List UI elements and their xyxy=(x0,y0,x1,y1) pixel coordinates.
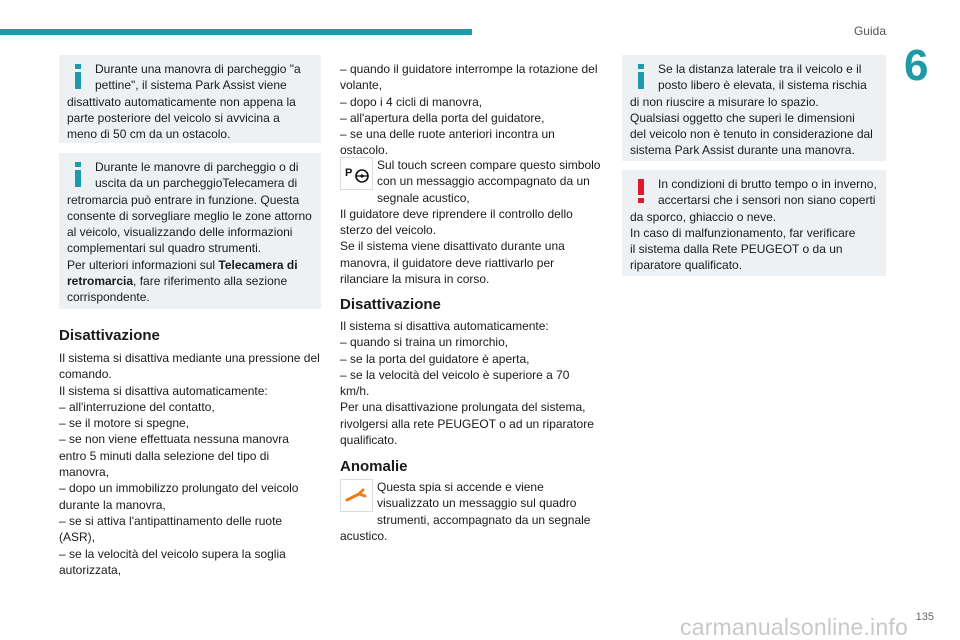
watermark-text: carmanualsonline.info xyxy=(680,614,908,640)
text-line: Il sistema si disattiva automaticamente: xyxy=(340,319,549,333)
text-line: volante, xyxy=(340,78,383,93)
park-assist-off-icon xyxy=(340,157,373,190)
info-icon xyxy=(630,62,652,90)
text-line: Per una disattivazione prolungata del sistema, xyxy=(340,400,586,415)
text-line: posto libero è elevata, il sistema rischia xyxy=(658,78,867,93)
heading-anomalie: Anomalie xyxy=(340,458,408,475)
text-line: Questa spia si accende e viene xyxy=(377,480,544,494)
heading-disattivazione-1: Disattivazione xyxy=(59,327,160,344)
text-line: Se la distanza laterale tra il veicolo e il xyxy=(658,62,862,76)
text-line: – se la velocità del veicolo è superiore a 70 xyxy=(340,367,570,382)
warning-exclamation-icon xyxy=(630,177,652,205)
text-line: accertarsi che i sensori non siano coperti xyxy=(658,193,876,208)
svg-text:P: P xyxy=(344,166,352,179)
text-line: – se si attiva l'antipattinamento delle ruote xyxy=(59,513,283,528)
deactivation-body xyxy=(59,350,324,578)
text-line: meno di 50 cm da un ostacolo. xyxy=(67,127,231,142)
text-line: – se una delle ruote anteriori incontra un xyxy=(340,127,555,142)
text-line: manovra, xyxy=(59,465,110,480)
camera-link-text: Telecamera di xyxy=(218,257,298,272)
text-line: durante la manovra, xyxy=(59,497,166,512)
text-line: Se il sistema viene disattivato durante una xyxy=(340,239,565,254)
text-line: retromarcia può entrare in funzione. Questa xyxy=(67,192,300,207)
text-line: Durante una manovra di parcheggio "a xyxy=(95,62,301,76)
text-line: entro 5 minuti dalla selezione del tipo di xyxy=(59,448,270,463)
deactivation-list xyxy=(340,61,608,159)
header-accent-bar xyxy=(0,29,472,35)
wrench-warning-icon xyxy=(340,479,373,512)
text-line: con un messaggio accompagnato da un xyxy=(377,174,590,189)
text-line: rivolgersi alla rete PEUGEOT o ad un riparatore xyxy=(340,416,594,431)
text-line: disattivato automaticamente non appena la xyxy=(67,94,296,109)
text-line: autorizzata, xyxy=(59,562,122,577)
text-line: – se la porta del guidatore è aperta, xyxy=(340,351,530,366)
text-line: – all'apertura della porta del guidatore, xyxy=(340,110,545,125)
text-line: rilanciare la misura in corso. xyxy=(340,272,490,287)
text-line: – dopo i 4 cicli di manovra, xyxy=(340,94,483,109)
text-line: sistema Park Assist durante una manovra. xyxy=(630,143,855,158)
text-line: consente di sorvegliare meglio le zone attorno xyxy=(67,208,312,223)
section-title: Guida xyxy=(853,24,886,38)
text-line: qualificato. xyxy=(340,433,398,448)
page-number: 135 xyxy=(915,611,934,623)
text-line: sterzo del veicolo. xyxy=(340,223,437,238)
text-line: da sporco, ghiaccio o neve. xyxy=(630,209,777,224)
info-icon xyxy=(67,160,89,188)
text-line: manovra, il guidatore deve riattivarlo per xyxy=(340,255,555,270)
text-line: In caso di malfunzionamento, far verificare xyxy=(630,225,856,240)
text-line: strumenti, accompagnato da un segnale xyxy=(377,512,591,527)
text-line: uscita da un parcheggioTelecamera di xyxy=(95,176,298,191)
info-note-parking xyxy=(59,55,321,143)
text-line: complementari sul quadro strumenti. xyxy=(67,241,262,256)
text-line: In condizioni di brutto tempo o in inverno, xyxy=(658,177,877,191)
info-note-lateral-distance xyxy=(622,55,886,161)
info-icon xyxy=(67,62,89,90)
text-line: visualizzato un messaggio sul quadro xyxy=(377,496,577,511)
text-line: Durante le manovre di parcheggio o di xyxy=(95,160,299,174)
text-line: ostacolo. xyxy=(340,143,389,158)
text-line: il sistema dalla Rete PEUGEOT o da un xyxy=(630,242,843,257)
info-note-camera xyxy=(59,153,321,309)
text-line: – dopo un immobilizzo prolungato del veicolo xyxy=(59,481,299,496)
text-line: acustico. xyxy=(340,528,388,543)
text-line: comando. xyxy=(59,367,112,382)
text-line: – quando il guidatore interrompe la rotazione del xyxy=(340,62,598,76)
text-line: parte posteriore del veicolo si avvicina a xyxy=(67,110,280,125)
text-line: Il sistema si disattiva automaticamente: xyxy=(59,383,268,398)
text-line: pettine", il sistema Park Assist viene xyxy=(95,78,287,93)
text-line: Qualsiasi oggetto che superi le dimensioni xyxy=(630,110,855,125)
text-line: – quando si traina un rimorchio, xyxy=(340,335,509,350)
text-line: del veicolo non è tenuto in considerazione dal xyxy=(630,127,873,142)
text-line: di non riuscire a misurare lo spazio. xyxy=(630,94,819,109)
camera-reference: Per ulteriori informazioni sul Telecamera di retromarcia, fare riferimento alla sezione corrispondente. xyxy=(67,257,298,305)
text-line: segnale acustico, xyxy=(377,190,470,205)
text-line: al veicolo, visualizzando delle informazioni xyxy=(67,225,293,240)
text-line: – se il motore si spegne, xyxy=(59,416,190,431)
text-line: – se non viene effettuata nessuna manovra xyxy=(59,432,289,447)
text-line: – all'interruzione del contatto, xyxy=(59,399,215,414)
text-line: Il guidatore deve riprendere il controllo dello xyxy=(340,206,573,221)
text-line: Il sistema si disattiva mediante una pressione del xyxy=(59,351,320,365)
text-line: – se la velocità del veicolo supera la soglia xyxy=(59,546,286,561)
heading-disattivazione-2: Disattivazione xyxy=(340,296,441,313)
touchscreen-symbol-block xyxy=(340,157,608,287)
text-line: riparatore qualificato. xyxy=(630,258,743,273)
chapter-number: 6 xyxy=(904,41,929,90)
text-line: Sul touch screen compare questo simbolo xyxy=(377,158,601,172)
deactivation-auto-body xyxy=(340,318,608,448)
text-line: km/h. xyxy=(340,384,370,399)
warning-note-weather xyxy=(622,170,886,276)
anomalie-block xyxy=(340,479,608,544)
text-line: (ASR), xyxy=(59,530,95,545)
